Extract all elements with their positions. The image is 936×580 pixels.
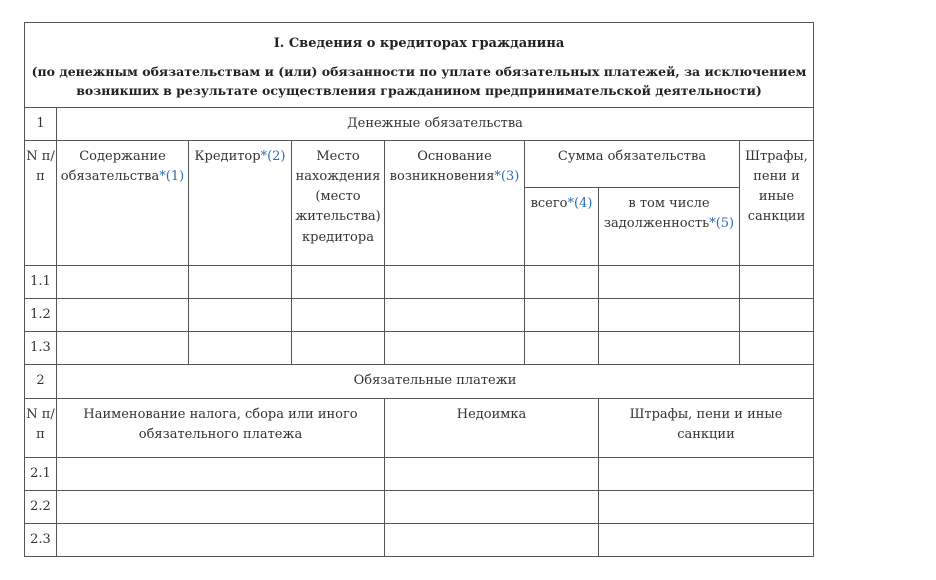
s2-col-arrears-header: Недоимка — [385, 399, 599, 458]
col-sum-header: Сумма обязательства — [525, 141, 740, 188]
section2-row — [25, 365, 814, 399]
footnote-3-link[interactable]: *(3) — [494, 169, 520, 185]
row-number: 1.1 — [25, 266, 57, 299]
table-cell[interactable] — [189, 266, 292, 299]
col-creditor-header — [189, 141, 292, 266]
section1-number: 1 — [25, 108, 57, 141]
title-main: I. Сведения о кредиторах гражданина — [273, 35, 565, 51]
row-number: 1.3 — [25, 332, 57, 365]
table-row — [25, 266, 814, 299]
table-cell[interactable] — [292, 266, 385, 299]
table-row — [25, 458, 814, 491]
table-cell[interactable] — [599, 266, 740, 299]
col-creditor-label: Кредитор — [194, 149, 261, 164]
table-row — [25, 332, 814, 365]
table-cell[interactable] — [385, 332, 525, 365]
section2-label: Обязательные платежи — [57, 365, 814, 399]
col-content-label: Содержание обязательства — [60, 149, 166, 185]
table-cell[interactable] — [740, 266, 814, 299]
table-cell[interactable] — [57, 524, 385, 557]
table-cell[interactable] — [599, 458, 814, 491]
table-cell[interactable] — [292, 332, 385, 365]
footnote-2-link[interactable]: *(2) — [260, 149, 286, 164]
row-number: 2.2 — [25, 491, 57, 524]
section1-header-row — [25, 141, 814, 188]
footnote-5-link[interactable]: *(5) — [709, 216, 735, 232]
col-location-header: Место нахождения (место жительства) кредитора — [292, 141, 385, 266]
col-total-label: всего — [530, 196, 568, 211]
s2-col-fines-header: Штрафы, пени и иные санкции — [599, 399, 814, 458]
section1-label: Денежные обязательства — [57, 108, 814, 141]
title-subtitle: (по денежным обязательствам и (или) обязанности по уплате обязательных платежей, за исключением возникших в результате осуществления гражданином предпринимательской деятельности) — [31, 63, 807, 99]
footnote-4-link[interactable]: *(4) — [567, 196, 593, 211]
table-cell[interactable] — [57, 299, 189, 332]
row-number: 2.3 — [25, 524, 57, 557]
table-cell[interactable] — [57, 458, 385, 491]
row-number: 1.2 — [25, 299, 57, 332]
section2-header-row — [25, 399, 814, 458]
col-num-header: N п/п — [25, 141, 57, 266]
col-total-header — [525, 188, 599, 266]
table-cell[interactable] — [292, 299, 385, 332]
col-basis-header — [385, 141, 525, 266]
table-cell[interactable] — [525, 266, 599, 299]
table-cell[interactable] — [525, 332, 599, 365]
col-basis-label: Основание возникновения — [389, 149, 495, 185]
section2-number: 2 — [25, 365, 57, 399]
table-cell[interactable] — [385, 491, 599, 524]
s2-col-name-header: Наименование налога, сбора или иного обязательного платежа — [57, 399, 385, 458]
table-row — [25, 524, 814, 557]
title-row — [25, 23, 814, 108]
section1-row — [25, 108, 814, 141]
table-row — [25, 299, 814, 332]
creditors-table — [24, 22, 814, 557]
footnote-1-link[interactable]: *(1) — [159, 169, 185, 185]
table-cell[interactable] — [740, 332, 814, 365]
table-cell[interactable] — [599, 299, 740, 332]
table-cell[interactable] — [385, 299, 525, 332]
table-cell[interactable] — [57, 266, 189, 299]
table-cell[interactable] — [385, 524, 599, 557]
row-number: 2.1 — [25, 458, 57, 491]
col-fines-header: Штрафы, пени и иные санкции — [740, 141, 814, 266]
table-cell[interactable] — [57, 491, 385, 524]
table-cell[interactable] — [525, 299, 599, 332]
col-content-header — [57, 141, 189, 266]
col-debt-header — [599, 188, 740, 266]
col-debt-label: в том числе задолженность — [603, 196, 710, 232]
table-cell[interactable] — [385, 458, 599, 491]
table-title — [25, 23, 814, 108]
table-cell[interactable] — [599, 491, 814, 524]
table-row — [25, 491, 814, 524]
table-cell[interactable] — [189, 332, 292, 365]
table-cell[interactable] — [57, 332, 189, 365]
s2-col-num-header: N п/п — [25, 399, 57, 458]
table-cell[interactable] — [599, 524, 814, 557]
table-cell[interactable] — [599, 332, 740, 365]
table-cell[interactable] — [385, 266, 525, 299]
table-cell[interactable] — [740, 299, 814, 332]
table-cell[interactable] — [189, 299, 292, 332]
